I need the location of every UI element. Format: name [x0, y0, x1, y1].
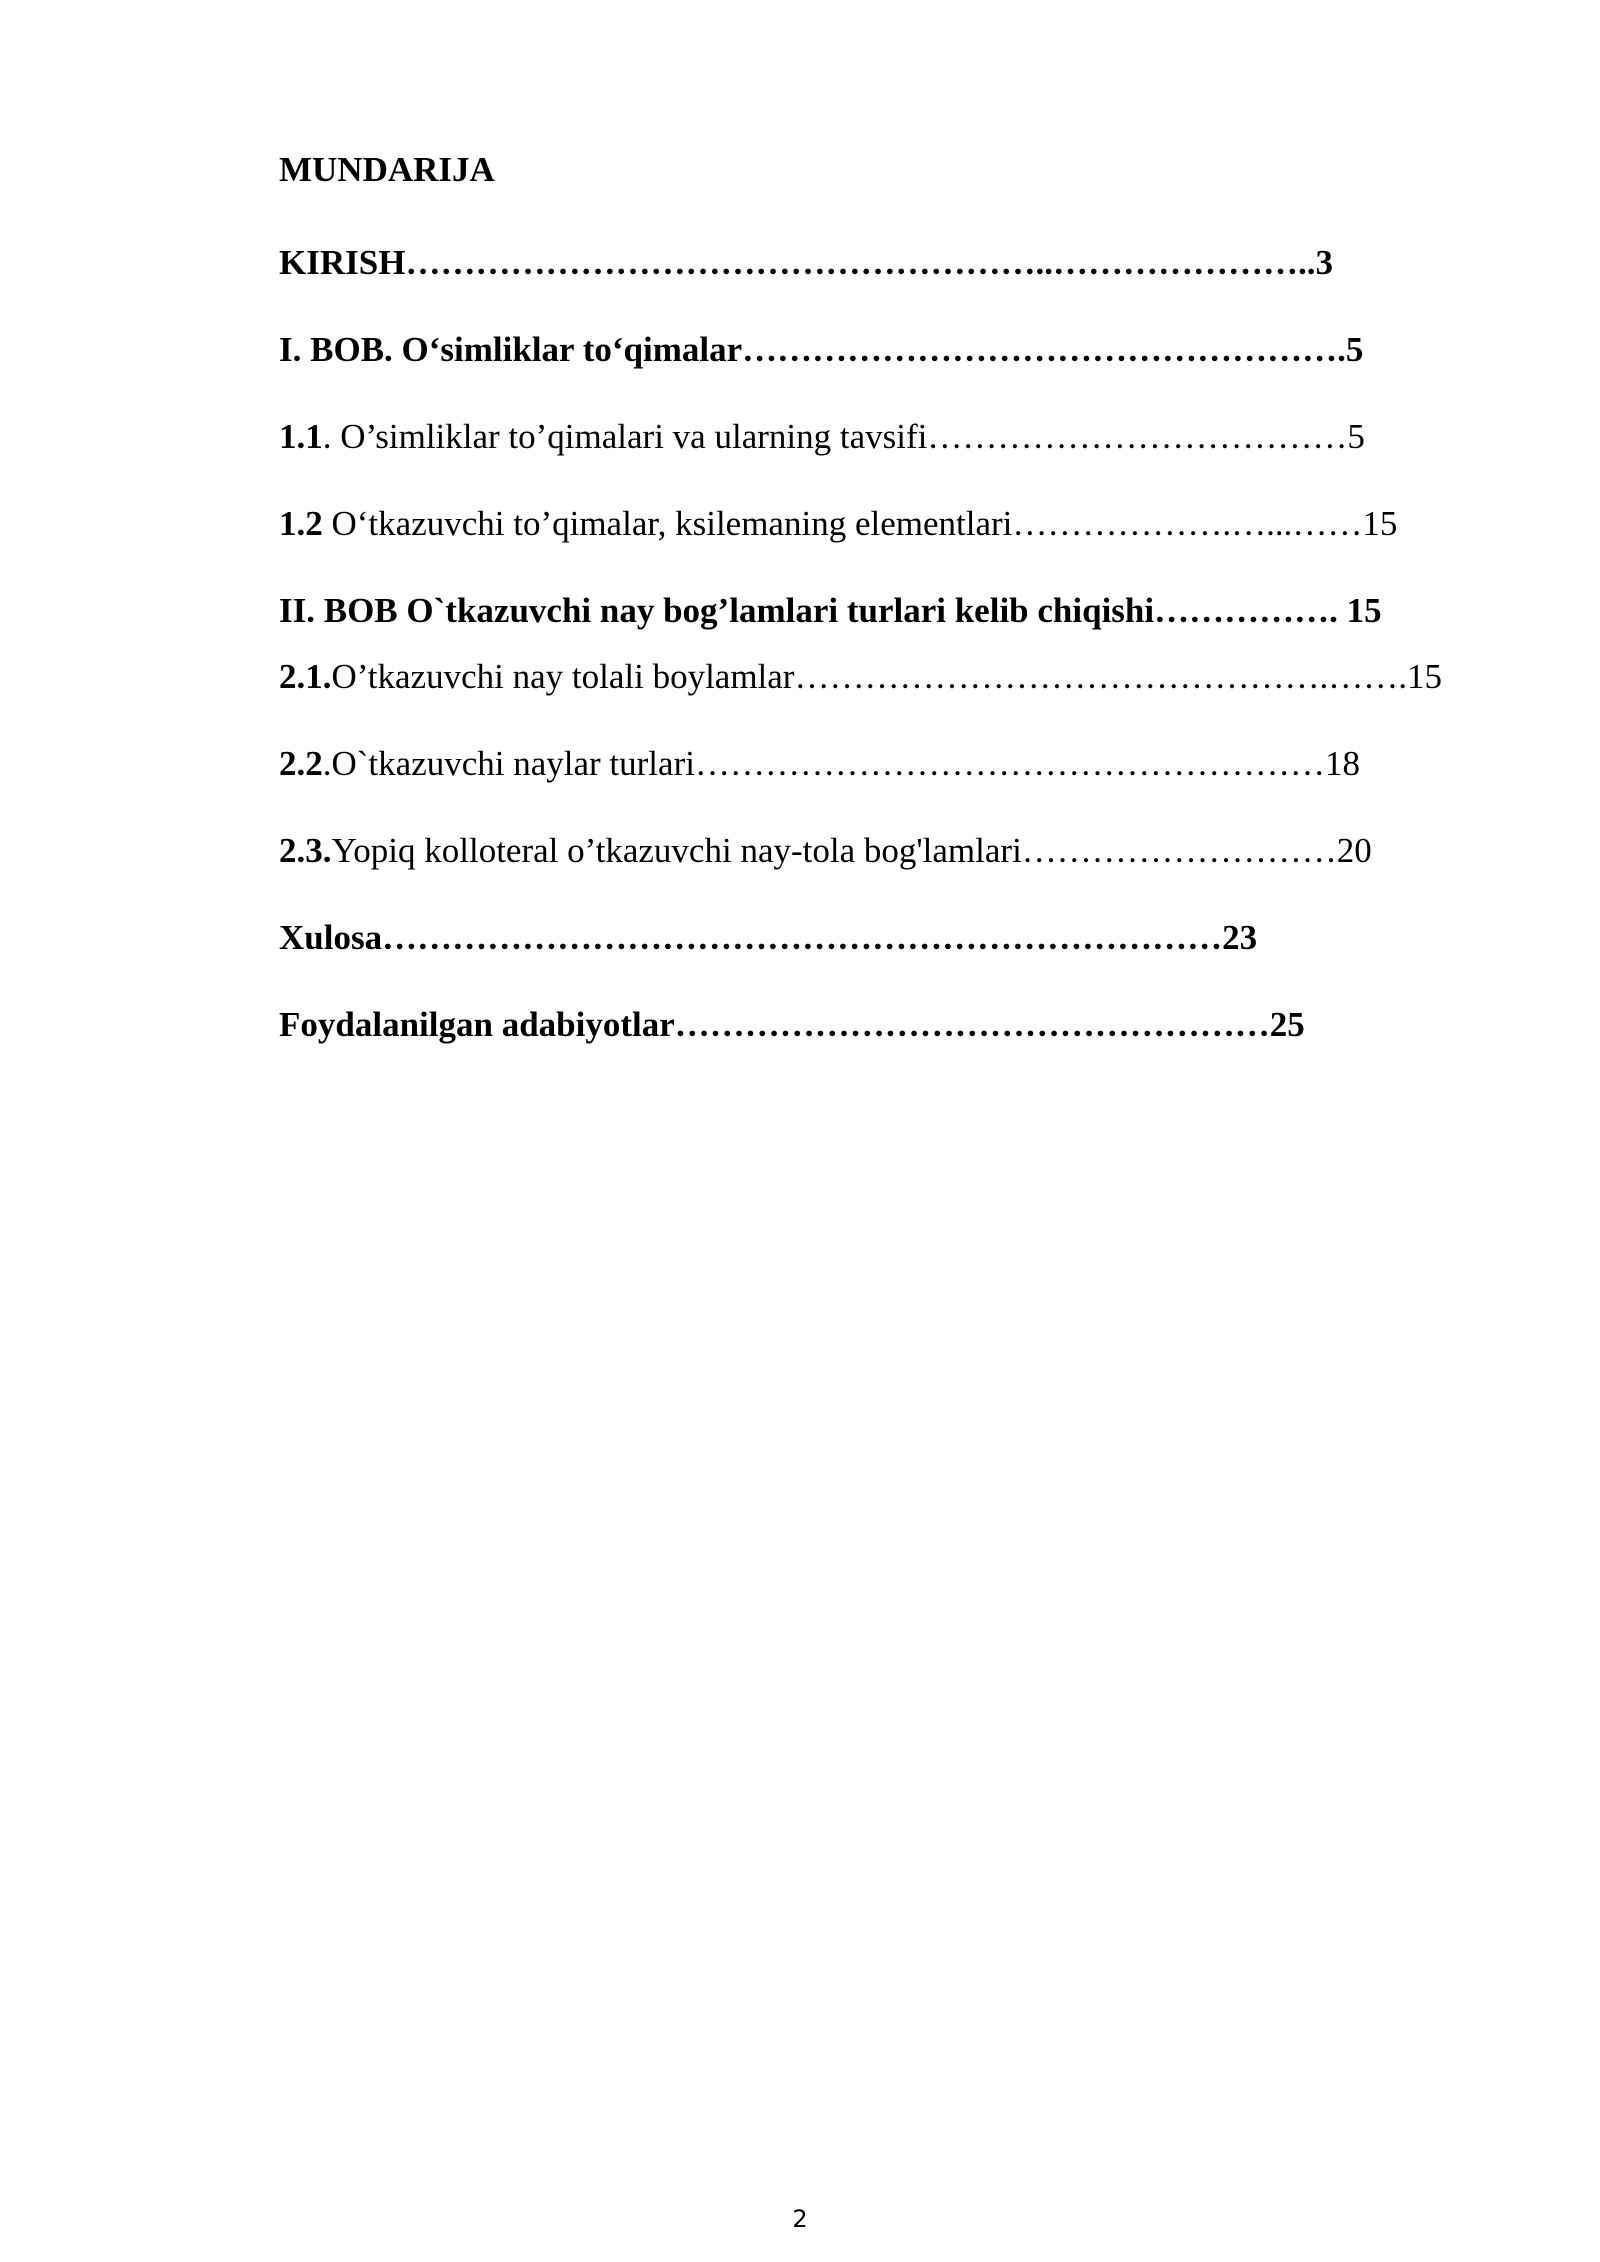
toc-entry-page: 3	[1315, 243, 1333, 282]
toc-entry-text: O’tkazuvchi nay tolali boylamlar	[331, 657, 795, 696]
toc-entry-conclusion	[279, 920, 1257, 955]
toc-entry-chapter-2	[279, 593, 1382, 628]
toc-title: MUNDARIJA	[279, 150, 495, 189]
toc-entry-page: 18	[1324, 744, 1360, 783]
toc-entry-section-2-3	[279, 833, 1372, 868]
toc-entry-number: 2.3.	[279, 831, 332, 870]
toc-entry-page: 15	[1406, 657, 1442, 696]
toc-entry-references	[279, 1007, 1305, 1042]
toc-entry-leader: ………………………………………………………………	[382, 918, 1223, 957]
toc-entry-section-2-1	[279, 659, 1442, 694]
toc-entry-text: II. BOB O`tkazuvchi nay bog’lamlari turlari kelib chiqishi	[279, 591, 1155, 630]
toc-entry-leader: …………….	[1154, 591, 1338, 630]
toc-entry-number: 1.2	[279, 504, 323, 543]
toc-entry-chapter-1	[279, 332, 1363, 367]
toc-entry-section-1-2	[279, 506, 1397, 541]
toc-entry-text: .O`tkazuvchi naylar turlari	[322, 744, 695, 783]
toc-entry-number: 2.2	[279, 744, 323, 783]
toc-entry-text: Yopiq kolloteral o’tkazuvchi nay-tola bog'lamlari	[331, 831, 1022, 870]
toc-entry-kirish	[279, 245, 1333, 280]
toc-entry-text: I. BOB. O‘simliklar to‘qimalar	[279, 330, 743, 369]
toc-entry-page: 20	[1336, 831, 1372, 870]
toc-entry-leader: ………………………………………………	[694, 744, 1325, 783]
toc-entry-page: .5	[1337, 330, 1364, 369]
toc-entry-section-2-2	[279, 746, 1360, 781]
toc-entry-text: O‘tkazuvchi to’qimalar, ksilemaning elementlari	[322, 504, 1013, 543]
toc-entry-section-1-1	[279, 419, 1365, 454]
toc-entry-page: 5	[1347, 417, 1365, 456]
toc-entry-leader: ………………………………	[927, 417, 1348, 456]
toc-entry-leader: ……………………………………….…….	[794, 657, 1407, 696]
toc-entry-number: 1.1	[279, 417, 323, 456]
toc-entry-leader: ……………………………………………	[742, 330, 1338, 369]
toc-entry-page: 15	[1362, 504, 1398, 543]
toc-entry-text: . O’simliklar to’qimalari va ularning tavsifi	[322, 417, 928, 456]
toc-entry-page: 23	[1222, 918, 1258, 957]
toc-entry-page: 25	[1269, 1005, 1305, 1044]
page-number: 2	[792, 2205, 808, 2233]
toc-entry-page: 15	[1337, 591, 1382, 630]
toc-entry-leader: ………………………………………………..…………………..	[405, 243, 1316, 282]
toc-entry-leader: ……………………………………………	[674, 1005, 1270, 1044]
toc-entry-number: 2.1.	[279, 657, 332, 696]
toc-entry-text: KIRISH	[279, 243, 406, 282]
toc-entry-text: Foydalanilgan adabiyotlar	[279, 1005, 675, 1044]
toc-entry-leader: ………………………	[1021, 831, 1337, 870]
toc-entry-text: Xulosa	[279, 918, 383, 957]
toc-entry-leader: ……………….…...……	[1012, 504, 1363, 543]
